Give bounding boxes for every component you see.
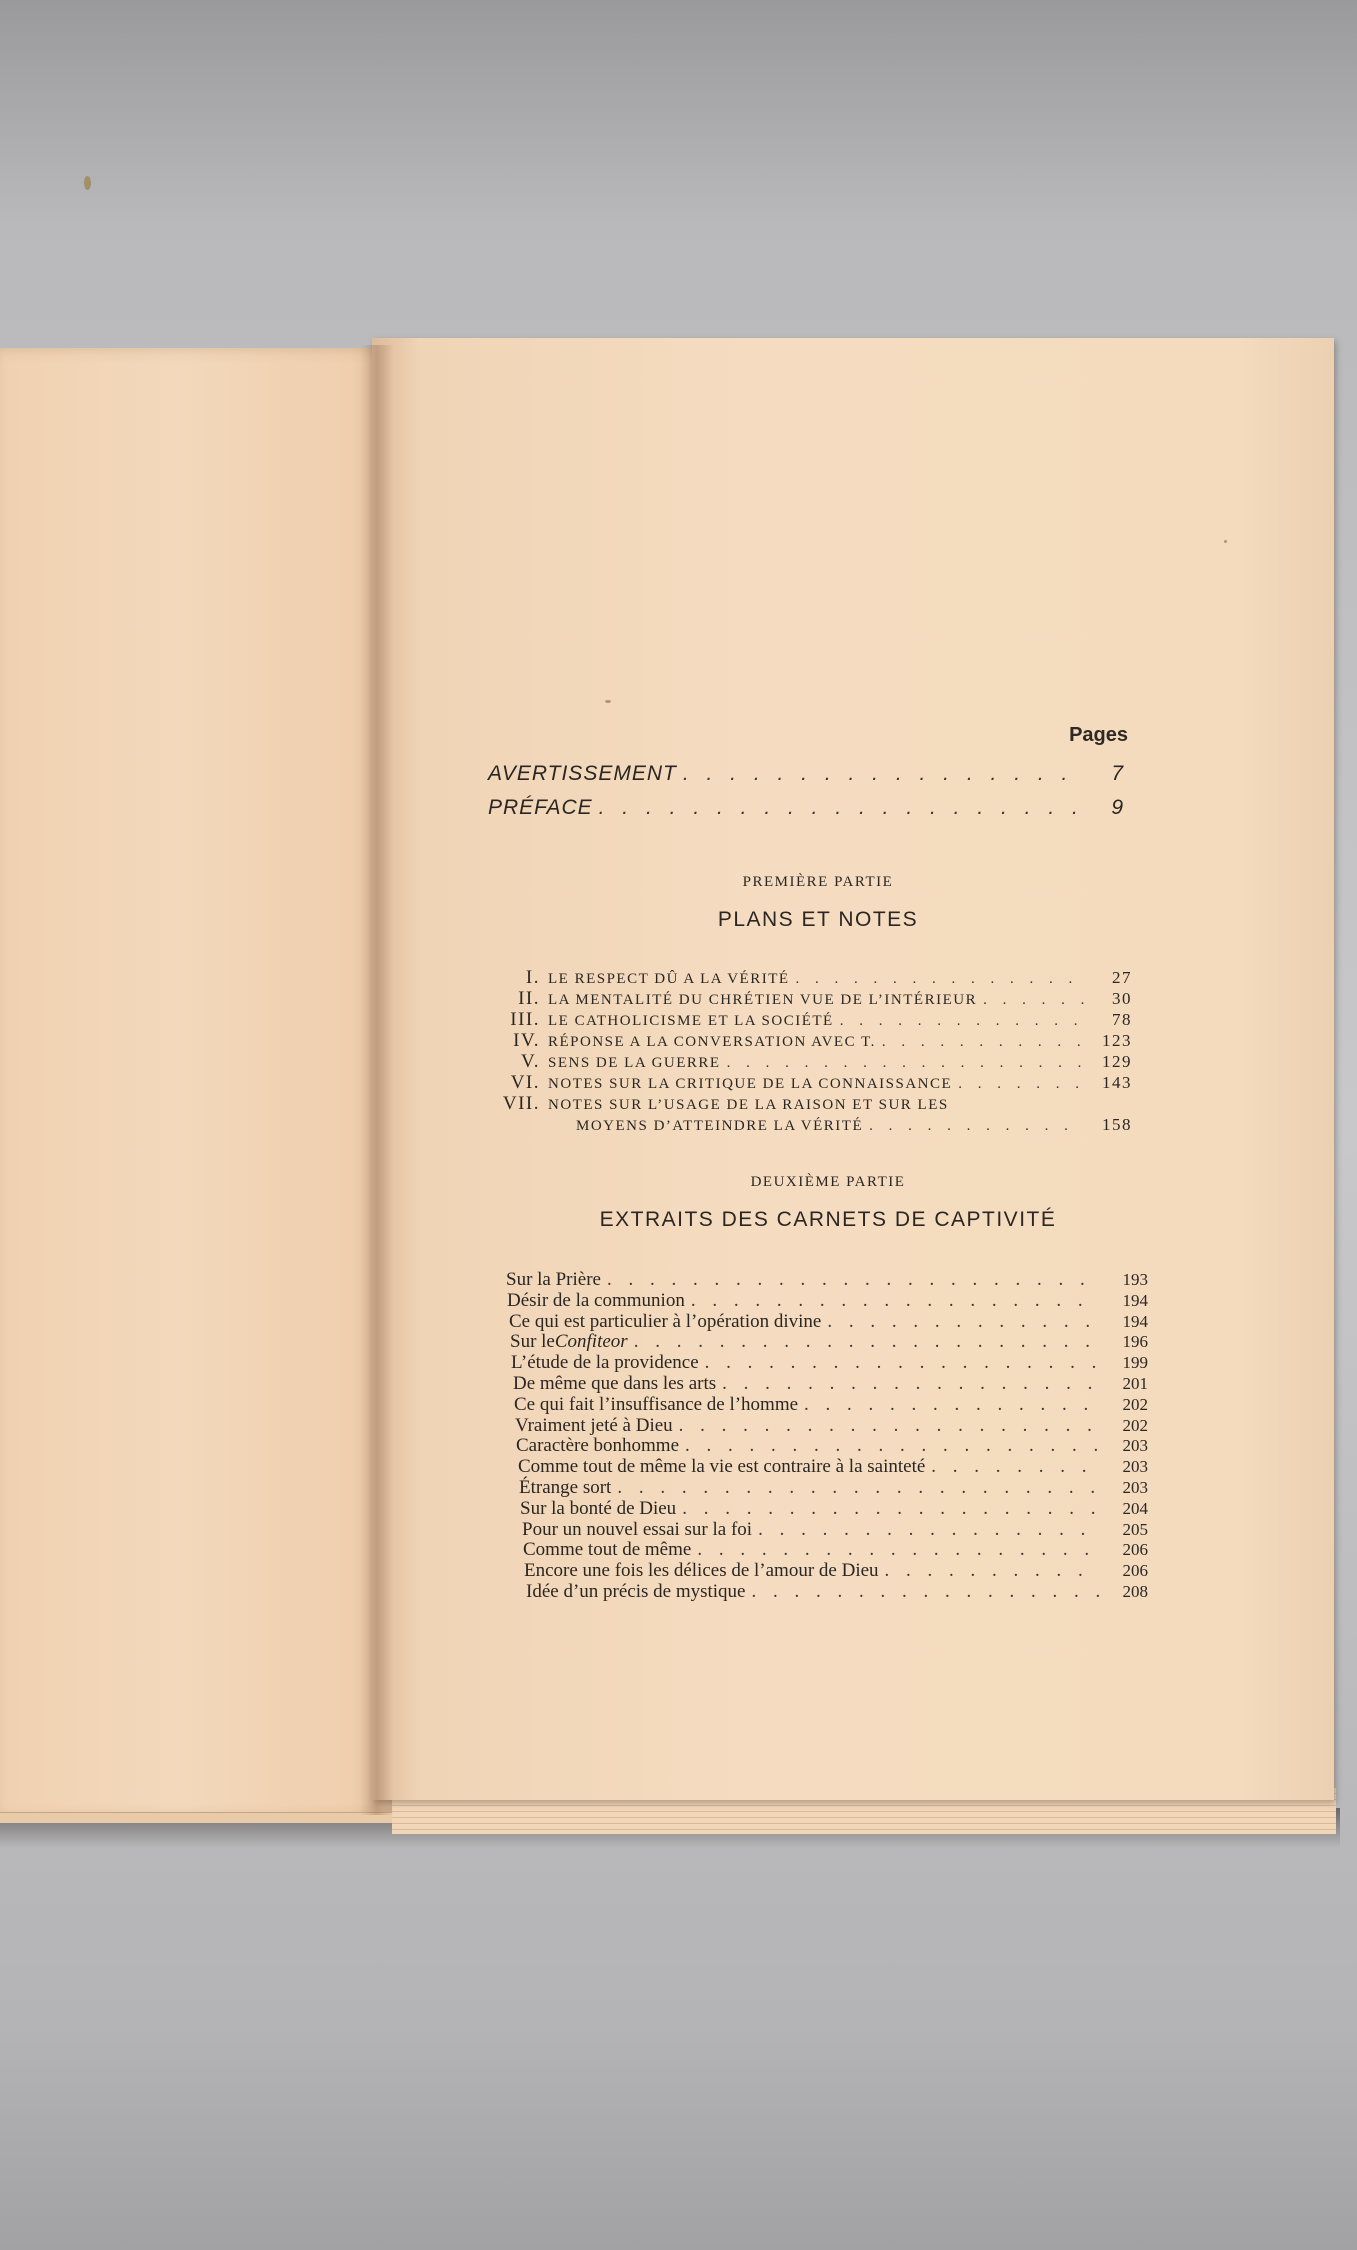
chapter-title: RÉPONSE A LA CONVERSATION AVEC T.	[548, 1034, 876, 1050]
entry-page: 7	[1111, 762, 1124, 785]
chapter-page: 143	[1102, 1073, 1132, 1092]
toc-chapter	[488, 1010, 1132, 1031]
toc-chapter	[488, 1031, 1132, 1052]
chapter-title-continued: MOYENS D’ATTEINDRE LA VÉRITÉ	[576, 1118, 864, 1134]
dot-leader	[691, 1291, 1100, 1311]
chapter-number: VII.	[502, 1093, 540, 1114]
entry-page: 205	[1122, 1519, 1148, 1539]
left-page	[0, 348, 398, 1818]
dot-leader	[634, 1332, 1100, 1352]
toc-extract-entry	[519, 1478, 1148, 1498]
dot-leader	[983, 991, 1084, 1010]
entry-title: Sur la Prière	[506, 1269, 601, 1290]
entry-title: Ce qui est particulier à l’opération divine	[509, 1310, 822, 1332]
entry-page: 194	[1122, 1311, 1148, 1331]
entry-title: Sur la bonté de Dieu	[520, 1497, 677, 1519]
chapter-page: 30	[1112, 989, 1132, 1008]
dot-leader	[958, 1075, 1084, 1094]
entry-page: 196	[1122, 1332, 1148, 1352]
toc-extract-entry	[524, 1561, 1148, 1581]
toc-extract-entry	[526, 1582, 1148, 1602]
dot-leader	[607, 1270, 1100, 1290]
toc-extract-entry	[515, 1416, 1148, 1436]
chapter-title: LE RESPECT DÛ A LA VÉRITÉ	[548, 971, 790, 987]
entry-page: 203	[1122, 1457, 1148, 1477]
entry-title-italic: Confiteor	[554, 1331, 628, 1353]
dot-leader	[796, 970, 1084, 989]
chapter-number: III.	[510, 1009, 540, 1030]
entry-page: 206	[1122, 1540, 1148, 1560]
dot-leader	[682, 1499, 1100, 1519]
toc-extract-entry	[511, 1353, 1148, 1373]
chapter-title: LE CATHOLICISME ET LA SOCIÉTÉ	[548, 1013, 834, 1029]
dot-leader	[679, 1416, 1100, 1436]
toc-front-entry	[488, 796, 1124, 820]
entry-title: Ce qui fait l’insuffisance de l’homme	[514, 1393, 799, 1415]
dot-leader	[722, 1374, 1100, 1394]
part-two-label: DEUXIÈME PARTIE	[750, 1174, 906, 1190]
entry-title: Étrange sort	[519, 1477, 612, 1498]
dot-leader	[685, 1436, 1100, 1456]
chapter-page: 129	[1102, 1052, 1132, 1071]
toc-chapter	[488, 1094, 1132, 1115]
chapter-page: 158	[1102, 1115, 1132, 1134]
entry-title: Vraiment jeté à Dieu	[515, 1414, 673, 1436]
toc-chapter	[488, 968, 1132, 989]
dot-leader	[869, 1117, 1084, 1136]
dot-leader	[617, 1478, 1100, 1498]
entry-page: 206	[1122, 1561, 1148, 1581]
toc-front-entry	[488, 762, 1124, 786]
dot-leader	[758, 1520, 1100, 1540]
chapter-page: 27	[1112, 968, 1132, 987]
entry-title: Idée d’un précis de mystique	[526, 1581, 746, 1602]
entry-page: 9	[1111, 796, 1124, 819]
dot-leader	[840, 1012, 1084, 1031]
entry-page: 202	[1122, 1415, 1148, 1435]
toc-extract-entry	[516, 1436, 1148, 1456]
entry-page: 201	[1122, 1374, 1148, 1393]
part-one-label: PREMIÈRE PARTIE	[742, 874, 894, 890]
dot-leader	[683, 762, 1076, 786]
entry-title: Pour un nouvel essai sur la foi	[522, 1518, 753, 1540]
entry-page: 202	[1122, 1394, 1148, 1414]
chapter-page: 78	[1112, 1010, 1132, 1029]
dot-leader	[827, 1312, 1100, 1332]
chapter-number: V.	[520, 1051, 540, 1072]
part-one-title: PLANS ET NOTES	[717, 908, 919, 931]
entry-title: Sur le	[510, 1331, 555, 1353]
toc-chapter	[488, 1073, 1132, 1094]
part-two-title: EXTRAITS DES CARNETS DE CAPTIVITÉ	[599, 1208, 1057, 1231]
dot-leader	[804, 1395, 1100, 1415]
toc-chapter	[488, 1052, 1132, 1073]
toc-extract-entry	[506, 1270, 1148, 1290]
chapter-page: 123	[1102, 1031, 1132, 1050]
toc-extract-entry	[510, 1332, 1148, 1352]
dot-leader	[885, 1561, 1100, 1581]
toc-extract-entry	[518, 1457, 1148, 1477]
entry-page: 203	[1122, 1436, 1148, 1456]
entry-page: 199	[1122, 1353, 1148, 1373]
chapter-number: IV.	[513, 1030, 540, 1051]
toc-chapter	[488, 989, 1132, 1010]
entry-title: Comme tout de même la vie est contraire à la sainteté	[518, 1456, 926, 1478]
entry-title: L’étude de la providence	[511, 1352, 699, 1374]
entry-title: Encore une fois les délices de l’amour de Dieu	[524, 1560, 879, 1582]
chapter-title: LA MENTALITÉ DU CHRÉTIEN VUE DE L’INTÉRIEUR	[548, 992, 978, 1008]
entry-title: De même que dans les arts	[513, 1373, 717, 1394]
toc-extract-entry	[514, 1395, 1148, 1415]
toc-extract-entry	[520, 1499, 1148, 1519]
toc-extract-entry	[509, 1312, 1148, 1332]
entry-page: 204	[1122, 1498, 1148, 1518]
book-gutter	[360, 345, 394, 1815]
dot-leader	[931, 1457, 1100, 1477]
entry-title: AVERTISSEMENT	[488, 762, 677, 785]
toc-extract-entry	[507, 1291, 1148, 1311]
chapter-number: VI.	[510, 1072, 540, 1093]
entry-page: 203	[1122, 1478, 1148, 1497]
paper-speck	[605, 700, 611, 703]
entry-title: PRÉFACE	[488, 796, 593, 819]
entry-title: Désir de la communion	[507, 1289, 685, 1311]
entry-title: Caractère bonhomme	[516, 1435, 680, 1457]
paper-speck	[84, 176, 91, 190]
chapter-number: II.	[518, 988, 540, 1009]
left-page-edge	[0, 1812, 398, 1823]
toc-extract-entry	[513, 1374, 1148, 1394]
dot-leader	[705, 1353, 1100, 1373]
dot-leader	[697, 1540, 1100, 1560]
chapter-number: I.	[525, 967, 540, 988]
toc-extract-entry	[522, 1520, 1148, 1540]
entry-title: Comme tout de même	[523, 1539, 692, 1561]
dot-leader	[727, 1054, 1084, 1073]
entry-page: 194	[1122, 1290, 1148, 1310]
dot-leader	[599, 796, 1076, 820]
entry-page: 193	[1122, 1270, 1148, 1289]
dot-leader	[751, 1582, 1100, 1602]
paper-speck	[1224, 540, 1227, 543]
chapter-title: SENS DE LA GUERRE	[548, 1055, 721, 1071]
dot-leader	[882, 1033, 1084, 1052]
chapter-title: NOTES SUR LA CRITIQUE DE LA CONNAISSANCE	[548, 1076, 953, 1092]
entry-page: 208	[1122, 1582, 1148, 1601]
toc-chapter-continuation	[576, 1115, 1132, 1136]
chapter-title: NOTES SUR L’USAGE DE LA RAISON ET SUR LES	[548, 1097, 949, 1113]
toc-extract-entry	[523, 1540, 1148, 1560]
pages-column-header: Pages	[1069, 724, 1128, 746]
